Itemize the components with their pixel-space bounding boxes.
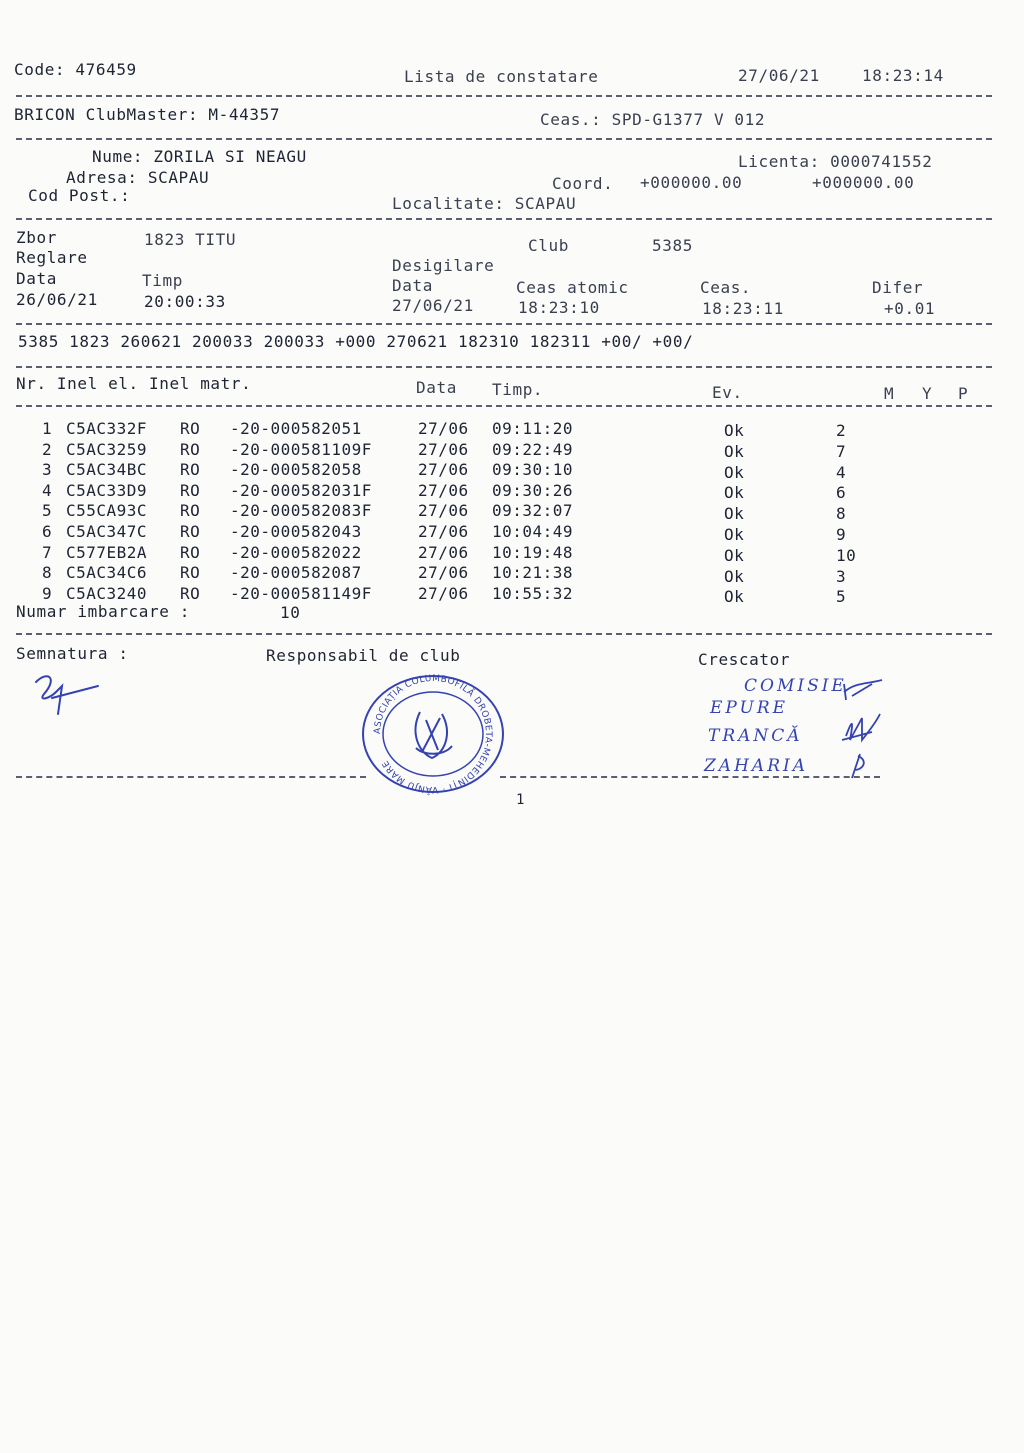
difer-value: +0.01 xyxy=(884,299,936,318)
divider xyxy=(16,138,992,140)
club-responsible-label: Responsabil de club xyxy=(266,646,461,665)
handwritten-line-4: ZAHARIA xyxy=(704,756,808,776)
electronic-ring: C5AC332F xyxy=(66,419,148,438)
divider xyxy=(16,633,992,635)
registration-ring: -20-000582051 xyxy=(230,419,362,438)
commission-signatures xyxy=(832,670,904,786)
country-code: RO xyxy=(180,460,201,480)
event-status: Ok xyxy=(724,504,745,524)
arrival-time: 09:11:20 xyxy=(492,419,574,438)
arrival-date: 27/06 xyxy=(418,563,469,583)
event-status: Ok xyxy=(724,441,745,461)
header-time: 18:23:14 xyxy=(862,66,944,85)
arrival-date: 27/06 xyxy=(418,480,469,500)
country-code: RO xyxy=(180,439,201,459)
country-code: RO xyxy=(180,501,201,521)
position-m: 9 xyxy=(836,525,847,544)
page-number: 1 xyxy=(516,792,526,808)
arrival-time: 10:55:32 xyxy=(492,583,574,603)
arrival-time: 09:30:10 xyxy=(492,460,574,480)
arrival-time: 10:04:49 xyxy=(492,522,574,541)
owner-name: Nume: ZORILA SI NEAGU xyxy=(92,147,307,166)
row-number: 8 xyxy=(42,563,53,583)
coord-label: Coord. xyxy=(552,174,614,193)
row-number: 7 xyxy=(42,542,53,562)
electronic-ring: C5AC33D9 xyxy=(66,480,148,500)
registration-ring: -20-000581149F xyxy=(230,583,372,603)
arrival-time: 10:21:38 xyxy=(492,563,574,583)
breeder-label: Crescator xyxy=(698,650,791,669)
arrival-time: 10:19:48 xyxy=(492,542,574,562)
row-number: 5 xyxy=(42,501,53,521)
position-m: 5 xyxy=(836,587,847,607)
divider xyxy=(16,405,992,407)
reglare-time: 20:00:33 xyxy=(144,292,226,311)
document-title: Lista de constatare xyxy=(404,67,599,86)
row-number: 6 xyxy=(42,522,53,541)
data2-label: Data xyxy=(392,276,433,295)
header-date: 27/06/21 xyxy=(738,66,820,85)
country-code: RO xyxy=(180,419,201,438)
coord-value-2: +000000.00 xyxy=(812,173,915,192)
electronic-ring: C5AC34BC xyxy=(66,460,148,480)
event-status: Ok xyxy=(724,525,745,544)
data-label: Data xyxy=(16,269,57,288)
difer-label: Difer xyxy=(872,278,924,297)
position-m: 3 xyxy=(836,566,847,586)
registration-ring: -20-000582087 xyxy=(230,563,362,583)
postal-code: Cod Post.: xyxy=(28,186,131,205)
col-header-y: Y xyxy=(922,384,933,403)
col-header-p: P xyxy=(958,384,969,403)
registration-ring: -20-000582022 xyxy=(230,542,362,562)
boarding-label: Numar imbarcare : xyxy=(16,602,190,621)
boarding-value: 10 xyxy=(280,603,301,622)
row-number: 9 xyxy=(42,583,53,603)
signature-label: Semnatura : xyxy=(16,644,129,663)
position-m: 10 xyxy=(836,545,857,565)
registration-ring: -20-000582043 xyxy=(230,522,362,541)
atomic-label: Ceas atomic xyxy=(516,278,629,297)
country-code: RO xyxy=(180,563,201,583)
signature-scribble xyxy=(28,668,108,720)
atomic-time: 18:23:10 xyxy=(518,298,600,317)
divider xyxy=(16,95,992,97)
electronic-ring: C577EB2A xyxy=(66,542,148,562)
handwritten-line-1: COMISIE xyxy=(744,676,847,696)
reglare-label: Reglare xyxy=(16,248,88,267)
col-header-m: M xyxy=(884,384,895,403)
arrival-time: 09:22:49 xyxy=(492,439,574,459)
clock-id: Ceas.: SPD-G1377 V 012 xyxy=(540,110,766,129)
arrival-date: 27/06 xyxy=(418,460,469,480)
country-code: RO xyxy=(180,583,201,603)
arrival-date: 27/06 xyxy=(418,583,469,603)
event-status: Ok xyxy=(724,566,745,586)
code-label: Code: 476459 xyxy=(14,60,137,79)
electronic-ring: C5AC34C6 xyxy=(66,563,148,583)
event-status: Ok xyxy=(724,421,745,440)
row-number: 3 xyxy=(42,460,53,480)
desigilare-date: 27/06/21 xyxy=(392,296,474,315)
license-number: Licenta: 0000741552 xyxy=(738,152,933,171)
country-code: RO xyxy=(180,522,201,541)
divider xyxy=(16,218,992,220)
col-header-ev: Ev. xyxy=(712,383,743,402)
ceas-label: Ceas. xyxy=(700,278,752,297)
arrival-date: 27/06 xyxy=(418,419,469,438)
owner-address: Adresa: SCAPAU xyxy=(66,168,210,187)
position-m: 7 xyxy=(836,441,847,461)
registration-ring: -20-000582083F xyxy=(230,501,372,521)
position-m: 6 xyxy=(836,483,847,503)
signature-line-right xyxy=(500,776,880,778)
electronic-ring: C5AC3240 xyxy=(66,583,148,603)
country-code: RO xyxy=(180,480,201,500)
country-code: RO xyxy=(180,542,201,562)
club-value: 5385 xyxy=(652,236,693,255)
reglare-date: 26/06/21 xyxy=(16,290,98,309)
system-id: BRICON ClubMaster: M-44357 xyxy=(14,105,281,124)
arrival-time: 09:32:07 xyxy=(492,501,574,521)
club-stamp xyxy=(360,672,506,796)
electronic-ring: C5AC3259 xyxy=(66,439,148,459)
divider xyxy=(16,323,992,325)
registration-ring: -20-000582058 xyxy=(230,460,362,480)
electronic-ring: C55CA93C xyxy=(66,501,148,521)
arrival-date: 27/06 xyxy=(418,542,469,562)
col-header-timp: Timp. xyxy=(492,380,544,399)
coord-value-1: +000000.00 xyxy=(640,173,743,192)
event-status: Ok xyxy=(724,462,745,482)
ceas-time: 18:23:11 xyxy=(702,299,784,318)
arrival-date: 27/06 xyxy=(418,439,469,459)
row-number: 2 xyxy=(42,439,53,459)
divider xyxy=(16,366,992,368)
stamp-text: ASOCIAȚIA COLUMBOFILĂ DROBETA-MEHEDINȚI · VÂNJU MARE xyxy=(372,673,494,795)
desigilare-label: Desigilare xyxy=(392,256,495,275)
handwritten-line-3: TRANCĂ xyxy=(708,726,803,746)
locality: Localitate: SCAPAU xyxy=(392,194,577,213)
registration-ring: -20-000581109F xyxy=(230,439,372,459)
code-line: 5385 1823 260621 200033 200033 +000 270621 182310 182311 +00/ +00/ xyxy=(18,332,694,351)
timp-label: Timp xyxy=(142,271,183,290)
row-number: 1 xyxy=(42,419,53,438)
row-number: 4 xyxy=(42,480,53,500)
position-m: 2 xyxy=(836,421,847,440)
position-m: 8 xyxy=(836,504,847,524)
club-label: Club xyxy=(528,236,569,255)
arrival-time: 09:30:26 xyxy=(492,480,574,500)
event-status: Ok xyxy=(724,483,745,503)
arrival-date: 27/06 xyxy=(418,501,469,521)
event-status: Ok xyxy=(724,545,745,565)
registration-ring: -20-000582031F xyxy=(230,480,372,500)
handwritten-line-2: EPURE xyxy=(710,698,789,718)
zbor-value: 1823 TITU xyxy=(144,230,237,249)
signature-line-left xyxy=(16,776,366,778)
col-header-inel: Nr. Inel el. Inel matr. xyxy=(16,374,252,393)
electronic-ring: C5AC347C xyxy=(66,522,148,541)
col-header-data: Data xyxy=(416,378,457,397)
position-m: 4 xyxy=(836,462,847,482)
event-status: Ok xyxy=(724,587,745,607)
zbor-label: Zbor xyxy=(16,228,57,247)
arrival-date: 27/06 xyxy=(418,522,469,541)
